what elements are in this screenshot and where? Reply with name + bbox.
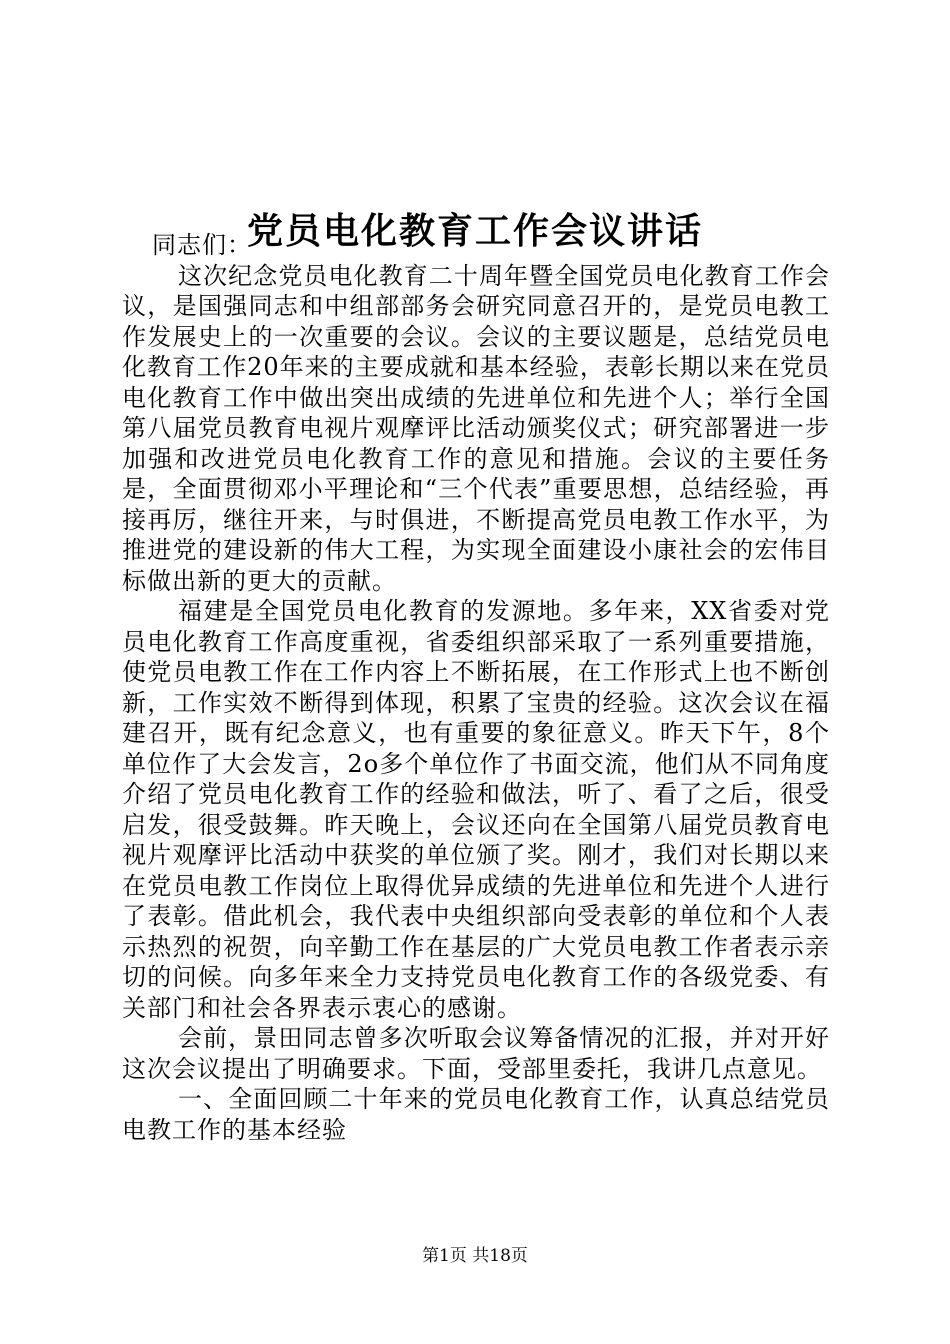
paragraph-3: 会前，景田同志曾多次听取会议筹备情况的汇报，并对开好这次会议提出了明确要求。下面，受部里委托，我讲几点意见。 (122, 1024, 830, 1083)
salutation: 同志们： (152, 231, 252, 259)
document-body (122, 230, 830, 1145)
paragraph-1: 这次纪念党员电化教育二十周年暨全国党员电化教育工作会议，是国强同志和中组部部务会研究同意召开的，是党员电教工作发展史上的一次重要的会议。会议的主要议题是，总结党员电化教育工作20年来的主要成就和基本经验，表彰长期以来在党员电化教育工作中做出突出成绩的先进单位和先进个人；举行全国第八届党员教育电视片观摩评比活动颁奖仪式；研究部署进一步加强和改进党员电化教育工作的意见和措施。会议的主要任务是，全面贯彻邓小平理论和“三个代表”重要思想，总结经验，再接再厉，继往开来，与时俱进，不断提高党员电教工作水平，为推进党的建设新的伟大工程，为实现全面建设小康社会的宏伟目标做出新的更大的贡献。 (122, 261, 830, 595)
page-number-footer: 第1页 共18页 (422, 1246, 528, 1266)
paragraph-2: 福建是全国党员电化教育的发源地。多年来，XX省委对党员电化教育工作高度重视，省委组织部采取了一系列重要措施，使党员电教工作在工作内容上不断拓展，在工作形式上也不断创新，工作实效不断得到体现，积累了宝贵的经验。这次会议在福建召开，既有纪念意义，也有重要的象征意义。昨天下午，8个单位作了大会发言，2o多个单位作了书面交流，他们从不同角度介绍了党员电化教育工作的经验和做法，听了、看了之后，很受启发，很受鼓舞。昨天晚上，会议还向在全国第八届党员教育电视片观摩评比活动中获奖的单位颁了奖。刚才，我们对长期以来在党员电教工作岗位上取得优异成绩的先进单位和先进个人进行了表彰。借此机会，我代表中央组织部向受表彰的单位和个人表示热烈的祝贺，向辛勤工作在基层的广大党员电教工作者表示亲切的问候。向多年来全力支持党员电化教育工作的各级党委、有关部门和社会各界表示衷心的感谢。 (122, 597, 830, 1022)
document-title: 党员电化教育工作会议讲话 (246, 210, 703, 253)
section-heading-1: 一、全面回顾二十年来的党员电化教育工作，认真总结党员电教工作的基本经验 (122, 1085, 830, 1144)
